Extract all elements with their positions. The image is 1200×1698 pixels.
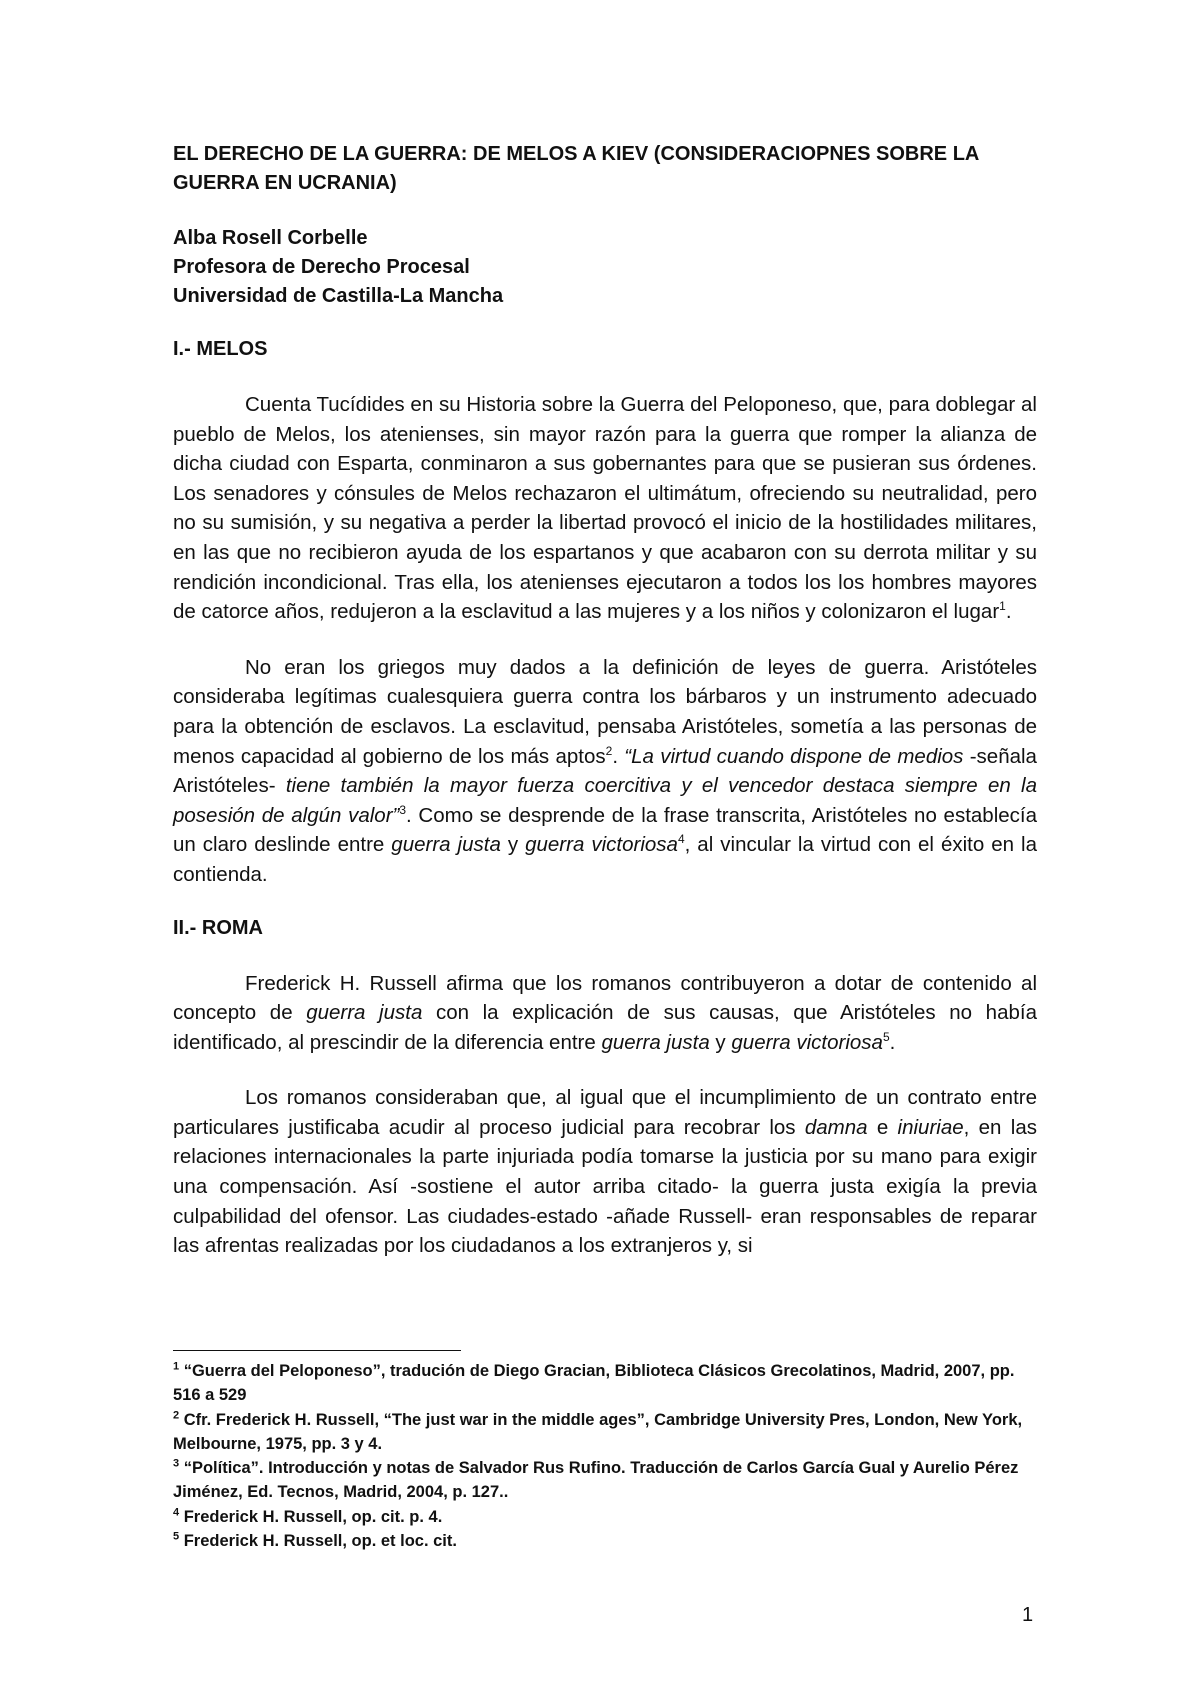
footnote-3 — [173, 1456, 1037, 1505]
paragraph-text: , al vincular la virtud con el éxito en la contienda. — [173, 833, 1037, 886]
emphasis: iniuriae — [897, 1115, 964, 1139]
footnote-ref-1: 1 — [999, 599, 1006, 614]
paragraph-melos-2 — [173, 653, 1037, 890]
paragraph-roma-2 — [173, 1083, 1037, 1261]
paragraph-melos-1 — [173, 390, 1037, 627]
paragraph-text: e — [867, 1115, 898, 1139]
emphasis: guerra justa — [601, 1030, 710, 1054]
footnote-number: 3 — [173, 1457, 180, 1470]
paragraph-text: Los romanos consideraban que, al igual que el incumplimiento de un contrato entre particulares justificaba acudir al proceso judicial para recobrar los — [173, 1086, 1037, 1139]
paragraph-text: . — [889, 1030, 896, 1054]
paragraph-text: . — [612, 744, 625, 768]
footnote-5 — [173, 1529, 1037, 1553]
quote-italic: tiene también la mayor fuerza coercitiva y el vencedor destaca siempre en la posesión de algún valor” — [173, 774, 1037, 827]
footnotes — [173, 1359, 1037, 1553]
footnote-text: “Guerra del Peloponeso”, tradución de Diego Gracian, Biblioteca Clásicos Grecolatinos, Madrid, 2007, pp. 516 a 529 — [173, 1362, 1015, 1405]
footnote-number: 2 — [173, 1409, 180, 1422]
footnote-2 — [173, 1408, 1037, 1457]
paragraph-text: y — [709, 1030, 732, 1054]
quote-italic: “La virtud cuando dispone de medios — [624, 744, 964, 768]
paragraph-text: y — [500, 833, 526, 857]
paragraph-text: Cuenta Tucídides en su Historia sobre la Guerra del Peloponeso, que, para doblegar al pueblo de Melos, los atenienses, sin mayor razón para la guerra que romper la alianza de dicha ciudad con Esparta, conminaron a sus gobernantes para que se pusieran sus órdenes. Los senadores y cónsules de Melos rechazaron el ultimátum, ofreciendo su neutralidad, pero no su sumisión, y su negativa a perder la libertad provocó el inicio de la hostilidades militares, en las que no recibieron ayuda de los espartanos y que acabaron con su derrota militar y su rendición incondicional. Tras ella, los atenienses ejecutaron a todos los los hombres mayores de catorce años, redujeron a la esclavitud a las mujeres y a los niños y colonizaron el lugar — [173, 393, 1037, 624]
footnote-text: Cfr. Frederick H. Russell, “The just war in the middle ages”, Cambridge University Pres, London, New York, Melbourne, 1975, pp. 3 y 4. — [173, 1410, 1023, 1453]
document-body — [173, 140, 1037, 1261]
footnote-number: 5 — [173, 1530, 180, 1543]
page-number: 1 — [1022, 1604, 1034, 1626]
footnote-ref-2: 2 — [605, 743, 613, 758]
footnote-number: 4 — [173, 1506, 180, 1519]
footnote-ref-4: 4 — [677, 832, 685, 847]
paragraph-text: No eran los griegos muy dados a la definición de leyes de guerra. Aristóteles consideraba legítimas cualesquiera guerra contra los bárbaros y un instrumento adecuado para la obtención de esclavos. La esclavitud, pensaba Aristóteles, sometía a las personas de menos capacidad al gobierno de los más aptos — [173, 655, 1037, 768]
emphasis: damna — [804, 1115, 868, 1139]
footnote-text: Frederick H. Russell, op. et loc. cit. — [183, 1532, 457, 1551]
author-role: Profesora de Derecho Procesal — [173, 256, 470, 278]
footnote-ref-5: 5 — [882, 1029, 890, 1044]
section-heading-melos: I.- MELOS — [173, 338, 268, 360]
paragraph-text: -señala Aristóteles- — [173, 744, 1037, 798]
emphasis: guerra justa — [391, 833, 501, 857]
footnote-number: 1 — [173, 1360, 180, 1373]
document-title: EL DERECHO DE LA GUERRA: DE MELOS A KIEV (CONSIDERACIOPNES SOBRE LA GUERRA EN UCRANIA) — [173, 143, 979, 194]
section-heading-roma: II.- ROMA — [173, 916, 263, 939]
footnote-4 — [173, 1505, 1037, 1529]
footnote-text: “Política”. Introducción y notas de Salvador Rus Rufino. Traducción de Carlos García Gual y Aurelio Pérez Jiménez, Ed. Tecnos, Madrid, 2004, p. 127.. — [173, 1459, 1019, 1502]
emphasis: guerra victoriosa — [731, 1030, 883, 1054]
footnote-text: Frederick H. Russell, op. cit. p. 4. — [183, 1507, 443, 1526]
author-block — [173, 224, 1037, 311]
paragraph-text: . Como se desprende de la frase transcrita, Aristóteles no establecía un claro deslinde entre — [173, 803, 1038, 857]
paragraph-text: Frederick H. Russell afirma que los romanos contribuyeron a dotar de contenido al concepto de — [173, 971, 1037, 1025]
paragraph-text: con la explicación de sus causas, que Aristóteles no había identificado, al prescindir de la diferencia entre — [173, 1001, 1037, 1054]
paragraph-text: , en las relaciones internacionales la parte injuriada podía tomarse la justicia por su mano para exigir una compensación. Así -sostiene el autor arriba citado- la guerra justa exigía la previa culpabilidad del ofensor. Las ciudades-estado -añade Russell- eran responsables de reparar las afrentas realizadas por los ciudadanos a los extranjeros y, si — [173, 1115, 1037, 1258]
emphasis: guerra victoriosa — [525, 833, 678, 857]
footnote-ref-3: 3 — [399, 802, 407, 817]
footnote-separator — [173, 1350, 461, 1351]
author-institution: Universidad de Castilla-La Mancha — [173, 285, 504, 307]
paragraph-roma-1 — [173, 969, 1037, 1058]
footnote-1 — [173, 1359, 1037, 1408]
author-name: Alba Rosell Corbelle — [173, 227, 368, 249]
emphasis: guerra justa — [306, 1001, 423, 1025]
paragraph-text: . — [1005, 600, 1012, 624]
